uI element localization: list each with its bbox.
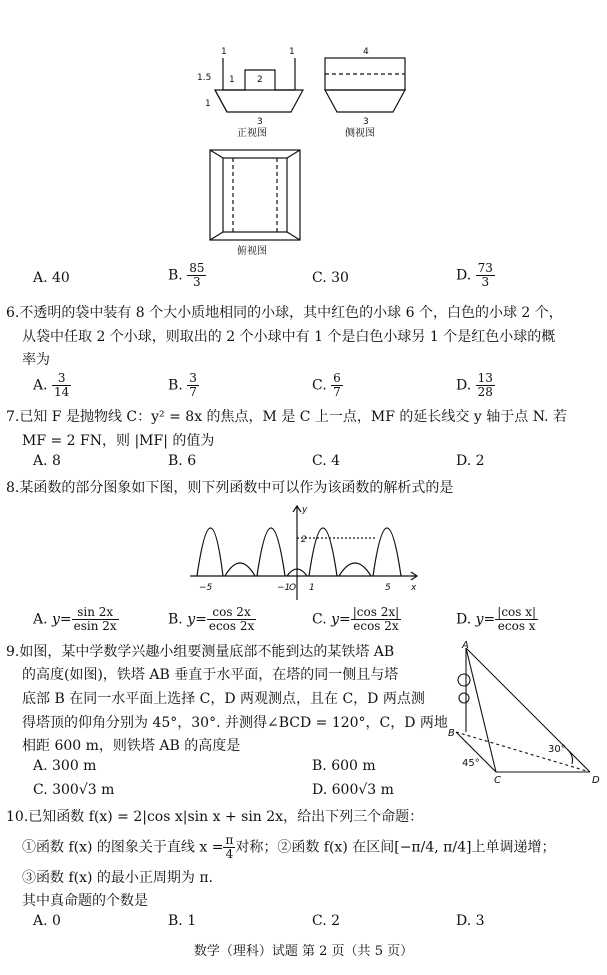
tower-label-b: B [448,728,455,739]
q10-line-2: ①函数 f(x) 的图象关于直线 x = $\frac{\pi}{4}$ 对称；②函数 f(x) 在区间[−π/4, π/4]上单调递增； [22,833,556,861]
label-3-front: 3 [257,117,263,127]
graph-tick-5: 5 [385,583,391,593]
graph-y-label: y [302,505,308,515]
q10-option-b: B. 1 [168,913,197,929]
q6-option-d: D. $\frac{13}{28}$ [456,371,493,399]
q9-line-2: 的高度(如图)，铁塔 AB 垂直于水平面，在塔的同一侧且与塔 [22,667,399,683]
q9-option-b: B. 600 m [312,758,376,774]
tower-label-a: A [462,640,469,651]
q5-option-b: B. $\frac{85}{3}$ [168,261,205,289]
q8-option-c: C. y= $\frac{|\cos 2x|}{ecos 2x}$ [312,605,400,633]
tower-angle-30: 30° [548,744,566,755]
label-1-low: 1 [205,99,211,109]
q8-function-graph [185,500,425,605]
q10-option-a: A. 0 [33,913,61,929]
q10-line-1: 10.已知函数 f(x) = 2|cos x|sin x + sin 2x，给出下列三个命题： [6,809,424,825]
label-1-5: 1.5 [197,73,212,83]
q9-line-4: 得塔顶的仰角分别为 45°，30°. 并测得∠BCD = 120°，C，D 两地 [22,715,448,731]
q9-option-a: A. 300 m [33,758,97,774]
q5-option-c: C. 30 [312,270,349,286]
q5-option-d: D. $\frac{73}{3}$ [456,261,493,289]
q6-option-a: A. $\frac{3}{14}$ [33,371,70,399]
q5-option-a: A. 40 [33,270,70,286]
q8-option-d: D. y= $\frac{\text{|cos x|}}{\text{ecos x}}$ [456,605,537,633]
label-1-left: 1 [221,47,227,57]
q8-option-b: B. y= $\frac{\cos 2x}{ecos 2x}$ [168,605,255,633]
q9-option-c: C. 300√3 m [33,782,115,798]
label-1-inner: 1 [229,75,235,85]
graph-tick-1: 1 [309,583,315,593]
top-view-caption: 俯视图 [237,246,267,257]
q9-line-1: 9.如图，某中学数学兴趣小组要测量底部不能到达的某铁塔 AB [6,644,395,660]
q7-option-d: D. 2 [456,453,485,469]
side-view-caption: 侧视图 [345,128,375,139]
q6-option-b: B. $\frac{3}{7}$ [168,371,197,399]
graph-tick-2: 2 [301,535,307,545]
label-1-right: 1 [289,47,295,57]
three-view-figure [185,40,425,260]
graph-origin: O [289,583,297,593]
q6-line-3: 率为 [22,352,50,368]
graph-x-label: x [411,583,417,593]
q7-line-1: 7.已知 F 是抛物线 C：y² = 8x 的焦点，M 是 C 上一点，MF 的延长线交 y 轴于点 N. 若 [6,409,567,425]
tower-label-d: D [592,775,600,785]
q10-line-3: ③函数 f(x) 的最小正周期为 π. [22,870,214,886]
graph-tick-neg1: −1 [277,583,291,593]
q7-option-c: C. 4 [312,453,341,469]
q7-option-b: B. 6 [168,453,197,469]
q10-option-d: D. 3 [456,913,485,929]
label-3-side: 3 [363,117,369,127]
q9-line-5: 相距 600 m，则铁塔 AB 的高度是 [22,738,241,754]
q9-line-3: 底部 B 在同一水平面上选择 C，D 两观测点，且在 C，D 两点测 [22,691,425,707]
q10-line-4: 其中真命题的个数是 [22,893,148,909]
page-footer: 数学（理科）试题 第 2 页（共 5 页） [193,944,414,959]
label-2: 2 [257,75,263,85]
graph-tick-neg5: −5 [199,583,213,593]
label-4: 4 [363,47,369,57]
front-view-caption: 正视图 [237,128,267,139]
q8-option-a: A. y= $\frac{\sin 2x}{esin 2x}$ [33,605,117,633]
q8-line-1: 8.某函数的部分图象如下图，则下列函数中可以作为该函数的解析式的是 [6,480,454,496]
tower-angle-45: 45° [462,758,480,769]
q10-option-c: C. 2 [312,913,341,929]
q6-line-1: 6.不透明的袋中装有 8 个大小质地相同的小球，其中红色的小球 6 个，白色的小球 2 个， [6,305,563,321]
q9-option-d: D. 600√3 m [312,782,394,798]
q7-line-2: MF = 2 FN，则 |MF| 的值为 [22,433,215,449]
q6-line-2: 从袋中任取 2 个小球，则取出的 2 个小球中有 1 个是白色小球另 1 个是红色小球的概 [22,329,556,345]
q9-tower-figure [448,640,603,785]
q6-option-c: C. $\frac{6}{7}$ [312,371,341,399]
tower-label-c: C [494,775,501,785]
q7-option-a: A. 8 [33,453,61,469]
